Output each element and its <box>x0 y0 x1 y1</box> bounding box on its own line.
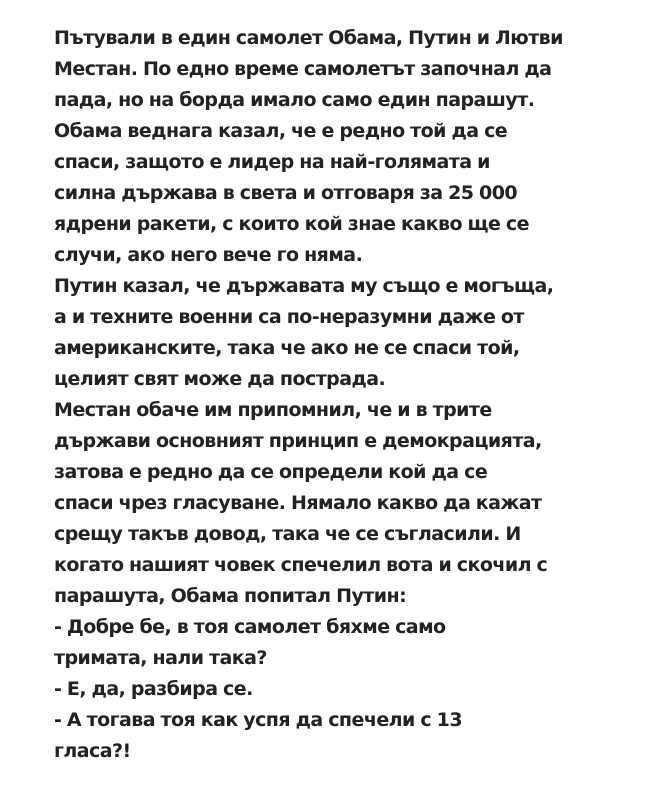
dialogue-line: - Добре бе, в тоя самолет бяхме само <box>54 616 446 638</box>
text-line: държави основният принцип е демокрацията, <box>54 430 542 452</box>
text-line: пада, но на борда имало само един парашут. <box>54 89 535 111</box>
joke-text <box>54 23 634 767</box>
text-line: срещу такъв довод, така че се съгласили. И <box>54 523 521 545</box>
text-line: Местан. По едно време самолетът започнал да <box>54 58 552 80</box>
text-line: затова е редно да се определи кой да се <box>54 461 488 483</box>
text-line: когато нашият човек спечелил вота и скочил с <box>54 554 548 576</box>
text-line: случи, ако него вече го няма. <box>54 244 363 266</box>
text-line: Местан обаче им припомнил, че и в трите <box>54 399 492 421</box>
text-line: спаси чрез гласуване. Нямало какво да кажат <box>54 492 542 514</box>
text-line: парашута, Обама попитал Путин: <box>54 585 407 607</box>
text-line: ядрени ракети, с които кой знае какво ще се <box>54 213 529 235</box>
text-line: целият свят може да пострада. <box>54 368 386 390</box>
dialogue-line: - Е, да, разбира се. <box>54 678 253 700</box>
text-line: американските, така че ако не се спаси той, <box>54 337 520 359</box>
text-line: Обама веднага казал, че е редно той да се <box>54 120 508 142</box>
text-line: Пътували в един самолет Обама, Путин и Лютви <box>54 27 563 49</box>
text-line: Путин казал, че държавата му също е могъща, <box>54 275 554 297</box>
text-line: силна държава в света и отговаря за 25 000 <box>54 182 518 204</box>
text-line: а и техните военни са по-неразумни даже от <box>54 306 524 328</box>
text-line: спаси, защото е лидер на най-голямата и <box>54 151 490 173</box>
dialogue-line: тримата, нали така? <box>54 647 267 669</box>
dialogue-line: гласа?! <box>54 740 131 762</box>
dialogue-line: - А тогава тоя как успя да спечели с 13 <box>54 709 462 731</box>
